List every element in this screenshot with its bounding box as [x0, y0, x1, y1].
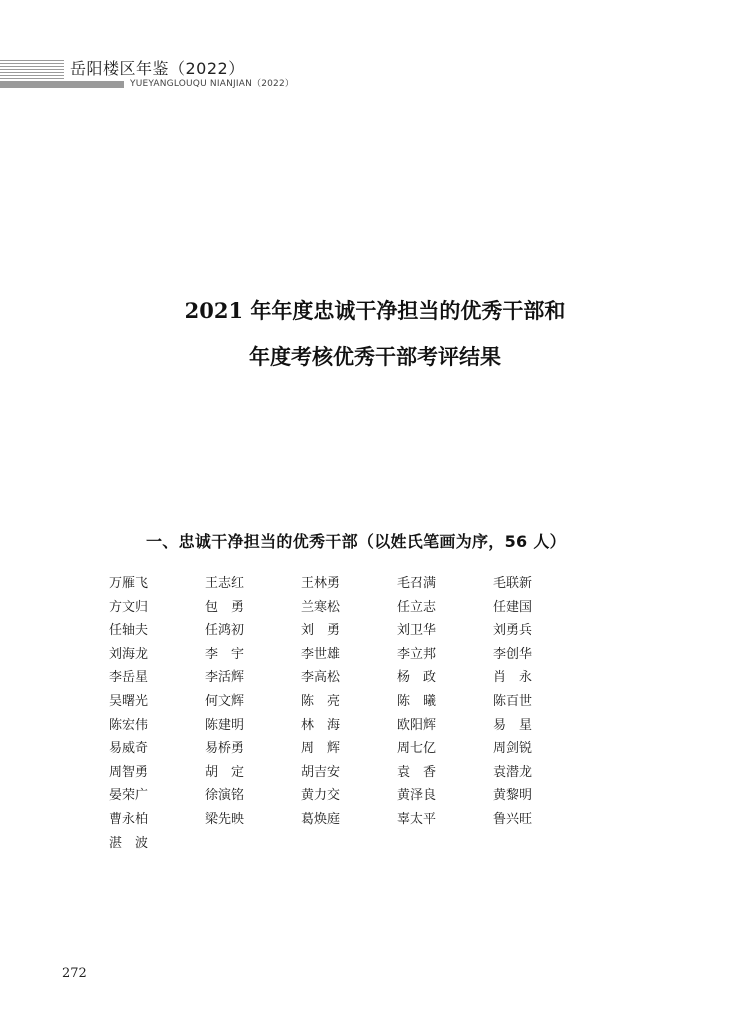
- name-entry: 袁 香: [397, 764, 437, 780]
- name-entry: 陈建明: [205, 717, 245, 733]
- name-entry: 袁潜龙: [493, 764, 533, 780]
- name-entry: 肖 永: [493, 670, 533, 686]
- name-entry: 辜太平: [397, 811, 437, 827]
- header-decoration-bar: [0, 81, 124, 88]
- name-entry: 李高松: [301, 670, 341, 686]
- running-header-title: 岳阳楼区年鉴（2022）: [70, 59, 245, 78]
- name-entry: 何文辉: [205, 693, 245, 709]
- running-header-subtitle: YUEYANGLOUQU NIANJIAN（2022）: [130, 79, 295, 89]
- name-entry: 李世雄: [301, 646, 341, 662]
- page-title-line-1: 2021 年年度忠诚干净担当的优秀干部和: [184, 298, 566, 323]
- section-heading: 一、忠诚干净担当的优秀干部（以姓氏笔画为序，56 人）: [146, 532, 566, 551]
- name-entry: 易桥勇: [205, 741, 245, 757]
- name-entry: 李活辉: [205, 670, 245, 686]
- name-entry: 刘海龙: [109, 646, 149, 662]
- name-entry: 鲁兴旺: [493, 811, 533, 827]
- name-entry: 李立邦: [397, 646, 437, 662]
- name-entry: 万雁飞: [109, 576, 149, 591]
- name-entry: 梁先映: [205, 811, 245, 827]
- name-entry: 任鸿初: [205, 623, 245, 639]
- name-entry: 林 海: [301, 717, 341, 733]
- name-entry: 湛 波: [109, 835, 149, 851]
- name-entry: 李岳星: [109, 670, 149, 686]
- name-entry: 易威奇: [109, 741, 149, 757]
- name-entry: 杨 政: [397, 670, 437, 686]
- name-list: [109, 574, 629, 857]
- name-entry: 欧阳辉: [397, 717, 437, 733]
- name-entry: 王林勇: [301, 576, 341, 591]
- name-entry: 陈百世: [493, 693, 533, 709]
- name-entry: 任轴夫: [109, 623, 149, 639]
- name-entry: 兰寒松: [301, 599, 341, 615]
- name-entry: 陈宏伟: [109, 717, 149, 733]
- name-entry: 李创华: [493, 646, 533, 662]
- name-entry: 周七亿: [397, 741, 437, 757]
- name-entry: 王志红: [205, 576, 245, 591]
- name-entry: 刘卫华: [397, 623, 437, 639]
- name-entry: 葛焕庭: [301, 811, 341, 827]
- name-entry: 黄黎明: [493, 788, 533, 804]
- name-entry: 周智勇: [109, 764, 149, 780]
- name-entry: 陈 亮: [301, 693, 341, 709]
- name-entry: 胡 定: [205, 764, 245, 780]
- name-entry: 黄力交: [301, 788, 341, 804]
- page-title-line-2: 年度考核优秀干部考评结果: [249, 344, 501, 369]
- name-entry: 易 星: [493, 717, 533, 733]
- name-entry: 毛联新: [493, 576, 533, 591]
- name-entry: 陈 曦: [397, 693, 437, 709]
- name-entry: 任立志: [397, 599, 437, 615]
- name-entry: 周 辉: [301, 741, 341, 757]
- name-entry: 刘 勇: [301, 623, 341, 639]
- name-entry: 吴曙光: [109, 693, 149, 709]
- name-entry: 方文归: [109, 599, 149, 615]
- name-entry: 包 勇: [205, 599, 245, 615]
- name-entry: 晏荣广: [109, 788, 149, 804]
- name-entry: 黄泽良: [397, 788, 437, 804]
- name-entry: 周剑锐: [493, 741, 533, 757]
- header-decoration-stripes: [0, 60, 64, 79]
- name-entry: 李 宇: [205, 646, 245, 662]
- name-entry: 胡吉安: [301, 764, 341, 780]
- page-number: 272: [62, 966, 87, 981]
- name-entry: 刘勇兵: [493, 623, 533, 639]
- name-entry: 曹永柏: [109, 811, 149, 827]
- name-entry: 毛召满: [397, 576, 437, 591]
- name-entry: 徐演铭: [205, 788, 245, 804]
- name-entry: 任建国: [493, 599, 533, 615]
